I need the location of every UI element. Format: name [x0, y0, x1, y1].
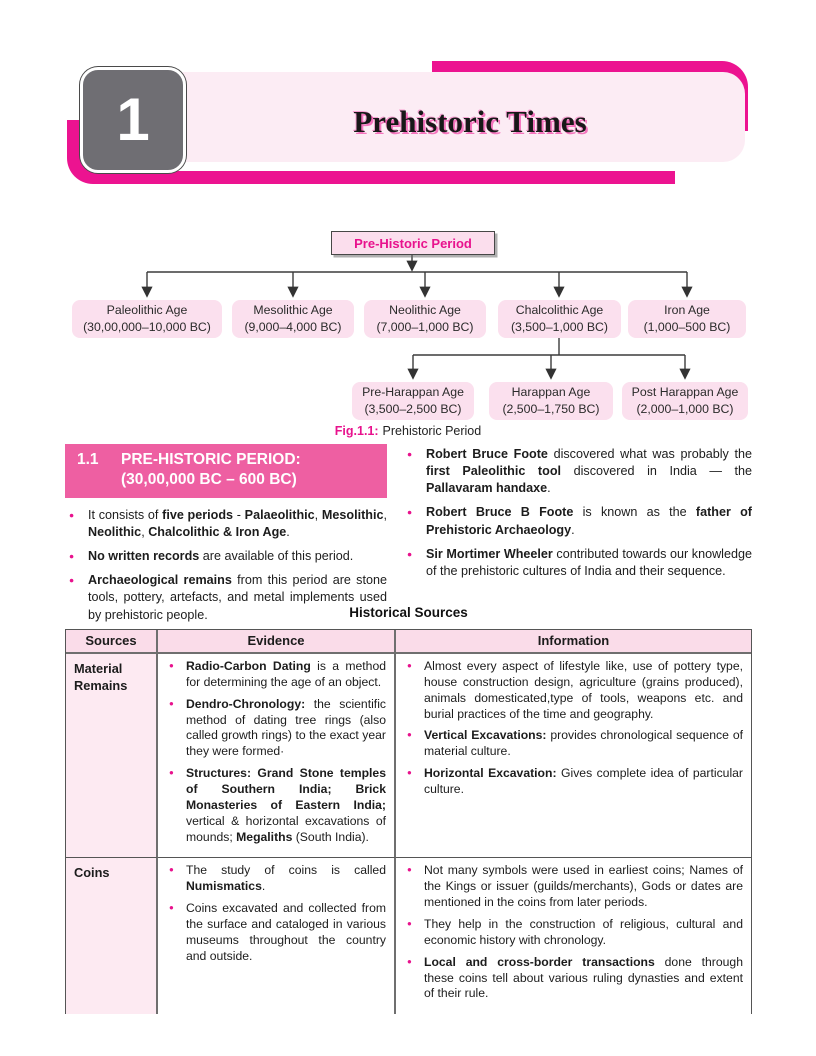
section-content — [65, 444, 752, 631]
bullet-item: ● It consists of five periods - Palaeolithic, Mesolithic, Neolithic, Chalcolithic & Iron Age. — [65, 507, 387, 541]
figure-caption — [0, 424, 816, 438]
section-heading — [65, 444, 387, 498]
flow-node-root: Pre-Historic Period — [331, 231, 495, 255]
chapter-number-box — [80, 67, 186, 173]
column-header-evidence: Evidence — [158, 630, 396, 654]
column-header-information: Information — [396, 630, 751, 654]
information-cell — [396, 654, 751, 858]
flow-node-pre-harappan: Pre-Harappan Age (3,500–2,500 BC) — [352, 382, 474, 420]
table-row-coins — [66, 858, 751, 1014]
bullet-item: ● Vertical Excavations: provides chronological sequence of material culture. — [404, 728, 743, 760]
bullet-item: ● Robert Bruce Foote discovered what was probably the first Paleolithic tool discovered in India — the Pallavaram handaxe. — [403, 446, 752, 497]
bullet-item: ● Coins excavated and collected from the surface and cataloged in various museums throughout the country and outside. — [166, 901, 386, 964]
left-column — [65, 444, 387, 631]
bullet-item: ● No written records are available of this period. — [65, 548, 387, 565]
figure-caption-text: Prehistoric Period — [382, 424, 482, 438]
bullet-item: ● They help in the construction of religious, cultural and economic history with chronology. — [404, 917, 743, 949]
flow-node-mesolithic: Mesolithic Age (9,000–4,000 BC) — [232, 300, 354, 338]
prehistoric-period-flowchart — [0, 225, 816, 445]
information-cell — [396, 858, 751, 1014]
figure-label: Fig.1.1: — [334, 424, 379, 438]
flow-node-paleolithic: Paleolithic Age (30,00,000–10,000 BC) — [72, 300, 222, 338]
bullet-item: ● Archaeological remains from this period are stone tools, pottery, artefacts, and metal implements used by prehistoric people. — [65, 572, 387, 623]
bullet-item: ● Local and cross-border transactions done through these coins tell about various ruling dynasties and extent of their rule. — [404, 955, 743, 1003]
section-number: 1.1 — [77, 451, 99, 468]
column-header-sources: Sources — [66, 630, 158, 654]
bullet-item: ● Sir Mortimer Wheeler contributed towards our knowledge of the prehistoric cultures of India and their sequence. — [403, 546, 752, 580]
bullet-item: ● Not many symbols were used in earliest coins; Names of the Kings or issuer (guilds/merchants), Gods or dates are mentioned in the coins from later periods. — [404, 863, 743, 911]
historical-sources-table — [65, 629, 752, 1014]
table-header-row — [66, 630, 751, 654]
table-row-material-remains — [66, 654, 751, 858]
bullet-item: ● Dendro-Chronology: the scientific method of dating tree rings (also called growth rings) to the exact year they were formed· — [166, 697, 386, 760]
flow-node-chalcolithic: Chalcolithic Age (3,500–1,000 BC) — [498, 300, 621, 338]
flow-node-iron-age: Iron Age (1,000–500 BC) — [628, 300, 746, 338]
chapter-title: Prehistoric Times — [353, 104, 587, 139]
bullet-item: ● The study of coins is called Numismatics. — [166, 863, 386, 895]
flow-node-harappan: Harappan Age (2,500–1,750 BC) — [489, 382, 613, 420]
bullet-item: ● Almost every aspect of lifestyle like, use of pottery type, house construction design, agriculture (grains produced), animals domesticated,type of tools, weapons etc. and burial practices of the time and geography. — [404, 659, 743, 722]
bullet-item: ● Radio-Carbon Dating is a method for determining the age of an object. — [166, 659, 386, 691]
chapter-number: 1 — [116, 86, 150, 153]
bullet-item: ● Robert Bruce B Foote is known as the father of Prehistoric Archaeology. — [403, 504, 752, 538]
table-title: Historical Sources — [349, 605, 468, 620]
source-cell: Coins — [66, 858, 158, 1014]
right-bullet-list — [403, 446, 752, 580]
bullet-item: ● Structures: Grand Stone temples of Southern India; Brick Monasteries of Eastern India; vertical & horizontal excavations of mounds; Megaliths (South India). — [166, 766, 386, 845]
chapter-header — [0, 0, 816, 200]
evidence-cell — [158, 654, 396, 858]
source-cell: Material Remains — [66, 654, 158, 858]
bullet-item: ● Horizontal Excavation: Gives complete idea of particular culture. — [404, 766, 743, 798]
flow-node-neolithic: Neolithic Age (7,000–1,000 BC) — [364, 300, 486, 338]
evidence-cell — [158, 858, 396, 1014]
flow-node-post-harappan: Post Harappan Age (2,000–1,000 BC) — [622, 382, 748, 420]
right-column — [403, 444, 752, 631]
section-title: PRE-HISTORIC PERIOD: (30,00,000 BC – 600 BC) — [121, 451, 301, 489]
